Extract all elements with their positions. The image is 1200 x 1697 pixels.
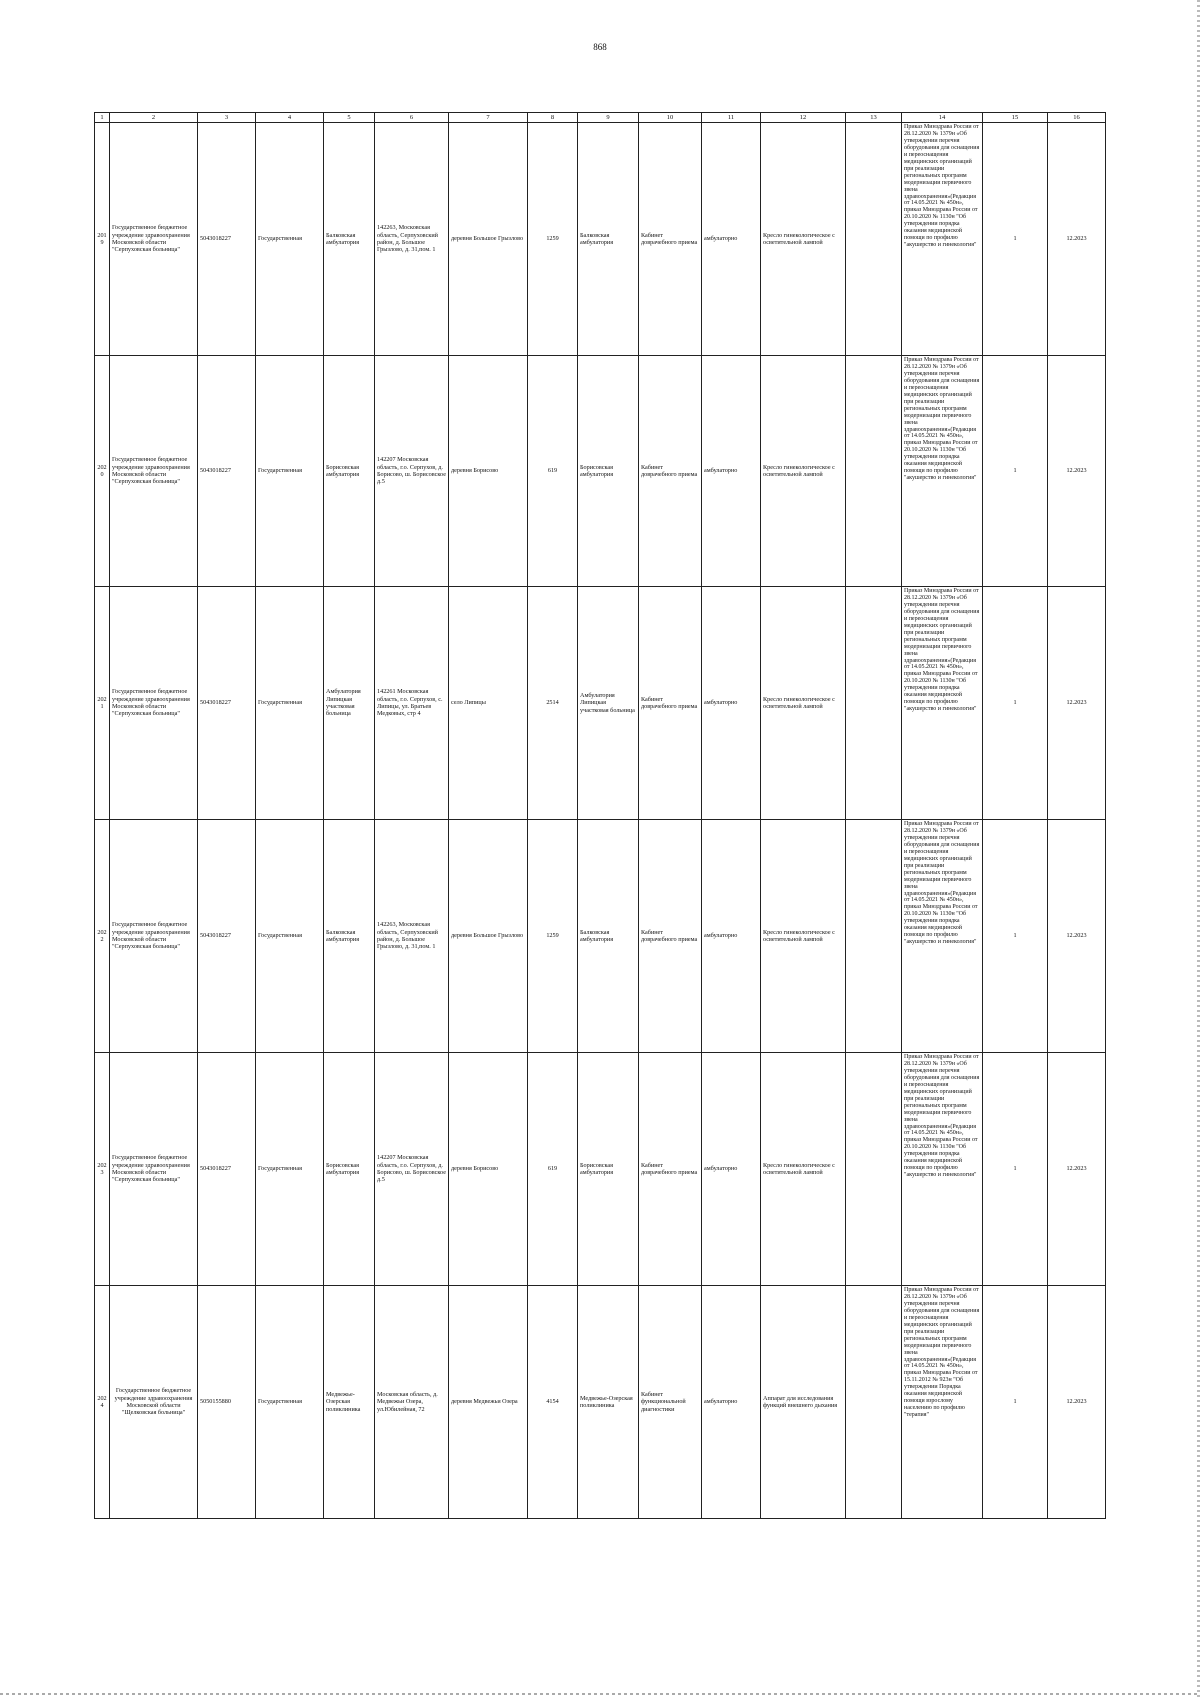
- empty-cell: [846, 123, 902, 356]
- column-header: 16: [1048, 113, 1106, 123]
- unit-name: Амбулатория Липицкая участковая больница: [324, 587, 375, 820]
- population-cell: 1259: [528, 123, 578, 356]
- unit-name: Балковская амбулатория: [324, 820, 375, 1053]
- table-row: [95, 820, 1106, 1053]
- population-cell: 4154: [528, 1286, 578, 1519]
- ownership-cell: Государственная: [256, 1053, 324, 1286]
- room-cell: Кабинет доврачебного приема: [639, 356, 702, 587]
- care-type-cell: амбулаторно: [702, 123, 761, 356]
- locality-cell: деревня Борисово: [449, 1053, 528, 1286]
- column-header: 13: [846, 113, 902, 123]
- scan-edge-bottom: [0, 1693, 1200, 1695]
- column-header: 2: [110, 113, 198, 123]
- locality-cell: деревня Медвежьи Озера: [449, 1286, 528, 1519]
- row-number: 2021: [95, 587, 110, 820]
- legal-basis-text: Приказ Минздрава России от 28.12.2020 № 1379н «Об утверждении перечня оборудования для оснащения и переоснащения медицинских организаций при реализации региональных программ модернизации первичного звена здравоохранения»(Редакция от 14.05.2021 № 450н», приказ Минздрава России от 20.10.2020 № 1130н "Об утверждении порядка оказания медицинской помощи по профилю "акушерство и гинекология": [904, 821, 980, 946]
- facility-cell: Борисовская амбулатория: [578, 1053, 639, 1286]
- column-header: 6: [375, 113, 449, 123]
- table-row: [95, 123, 1106, 356]
- date-cell: 12.2023: [1048, 587, 1106, 820]
- legal-basis-cell: [902, 123, 983, 356]
- address-cell: 142263, Московская область, Серпуховский район, д. Большое Грызлово, д. 31,пом. 1: [375, 820, 449, 1053]
- column-header: 3: [198, 113, 256, 123]
- legal-basis-cell: [902, 587, 983, 820]
- page-number: 868: [593, 42, 607, 52]
- inn-cell: 5043018227: [198, 123, 256, 356]
- column-header: 8: [528, 113, 578, 123]
- column-header: 15: [983, 113, 1048, 123]
- organization-name: Государственное бюджетное учреждение здравоохранения Московской области "Щелковская больница": [110, 1286, 198, 1519]
- quantity-cell: 1: [983, 356, 1048, 587]
- column-header: 4: [256, 113, 324, 123]
- legal-basis-text: Приказ Минздрава России от 28.12.2020 № 1379н «Об утверждении перечня оборудования для оснащения и переоснащения медицинских организаций при реализации региональных программ модернизации первичного звена здравоохранения»(Редакция от 14.05.2021 № 450н», приказ Минздрава России от 20.10.2020 № 1130н "Об утверждении порядка оказания медицинской помощи по профилю "акушерство и гинекология": [904, 357, 980, 482]
- unit-name: Борисовская амбулатория: [324, 1053, 375, 1286]
- row-number: 2020: [95, 356, 110, 587]
- row-number: 2023: [95, 1053, 110, 1286]
- unit-name: Медвежье-Озерская поликлиника: [324, 1286, 375, 1519]
- column-header: 12: [761, 113, 846, 123]
- organization-name: Государственное бюджетное учреждение здравоохранения Московской области "Серпуховская больница": [110, 1053, 198, 1286]
- column-header: 5: [324, 113, 375, 123]
- organization-name: Государственное бюджетное учреждение здравоохранения Московской области "Серпуховская больница": [110, 820, 198, 1053]
- date-cell: 12.2023: [1048, 1053, 1106, 1286]
- row-number: 2022: [95, 820, 110, 1053]
- population-cell: 1259: [528, 820, 578, 1053]
- empty-cell: [846, 1053, 902, 1286]
- population-cell: 2514: [528, 587, 578, 820]
- address-cell: 142261 Московская область, г.о. Серпухов, с. Липицы, ул. Братьев Медковых, стр 4: [375, 587, 449, 820]
- address-cell: 142207 Московская область, г.о. Серпухов, д. Борисово, ш. Борисовское д.5: [375, 1053, 449, 1286]
- quantity-cell: 1: [983, 1286, 1048, 1519]
- address-cell: 142263, Московская область, Серпуховский район, д. Большое Грызлово, д. 31,пом. 1: [375, 123, 449, 356]
- organization-name: Государственное бюджетное учреждение здравоохранения Московской области "Серпуховская больница": [110, 356, 198, 587]
- date-cell: 12.2023: [1048, 123, 1106, 356]
- ownership-cell: Государственная: [256, 820, 324, 1053]
- care-type-cell: амбулаторно: [702, 1053, 761, 1286]
- locality-cell: деревня Борисово: [449, 356, 528, 587]
- equipment-cell: Кресло гинекологическое с осветительной лампой: [761, 587, 846, 820]
- room-cell: Кабинет доврачебного приема: [639, 1053, 702, 1286]
- locality-cell: деревня Большое Грызлово: [449, 820, 528, 1053]
- room-cell: Кабинет доврачебного приема: [639, 123, 702, 356]
- table-row: [95, 356, 1106, 587]
- inn-cell: 5043018227: [198, 356, 256, 587]
- inn-cell: 5050155880: [198, 1286, 256, 1519]
- care-type-cell: амбулаторно: [702, 587, 761, 820]
- row-number: 2024: [95, 1286, 110, 1519]
- facility-cell: Амбулатория Липицкая участковая больница: [578, 587, 639, 820]
- equipment-register-table: [94, 112, 1106, 1519]
- equipment-cell: Кресло гинекологическое с осветительной лампой: [761, 123, 846, 356]
- inn-cell: 5043018227: [198, 1053, 256, 1286]
- column-header: 11: [702, 113, 761, 123]
- quantity-cell: 1: [983, 123, 1048, 356]
- population-cell: 619: [528, 1053, 578, 1286]
- date-cell: 12.2023: [1048, 820, 1106, 1053]
- equipment-cell: Кресло гинекологическое с осветительной лампой: [761, 356, 846, 587]
- quantity-cell: 1: [983, 820, 1048, 1053]
- facility-cell: Балковская амбулатория: [578, 123, 639, 356]
- legal-basis-cell: [902, 820, 983, 1053]
- legal-basis-text: Приказ Минздрава России от 28.12.2020 № 1379н «Об утверждении перечня оборудования для оснащения и переоснащения медицинских организаций при реализации региональных программ модернизации первичного звена здравоохранения»(Редакция от 14.05.2021 № 450н», приказ Минздрава России от 15.11.2012 № 923н "Об утверждении Порядка оказания медицинской помощи взрослому населению по профилю "терапия": [904, 1287, 980, 1419]
- ownership-cell: Государственная: [256, 356, 324, 587]
- population-cell: 619: [528, 356, 578, 587]
- column-header: 10: [639, 113, 702, 123]
- locality-cell: село Липицы: [449, 587, 528, 820]
- table-row: [95, 1286, 1106, 1519]
- room-cell: Кабинет функциональной диагностики: [639, 1286, 702, 1519]
- date-cell: 12.2023: [1048, 356, 1106, 587]
- locality-cell: деревня Большое Грызлово: [449, 123, 528, 356]
- inn-cell: 5043018227: [198, 587, 256, 820]
- care-type-cell: амбулаторно: [702, 1286, 761, 1519]
- column-header: 9: [578, 113, 639, 123]
- table-row: [95, 1053, 1106, 1286]
- unit-name: Борисовская амбулатория: [324, 356, 375, 587]
- equipment-cell: Аппарат для исследования функций внешнего дыхания: [761, 1286, 846, 1519]
- organization-name: Государственное бюджетное учреждение здравоохранения Московской области "Серпуховская больница": [110, 587, 198, 820]
- inn-cell: 5043018227: [198, 820, 256, 1053]
- empty-cell: [846, 356, 902, 587]
- facility-cell: Медвежье-Озерская поликлиника: [578, 1286, 639, 1519]
- quantity-cell: 1: [983, 587, 1048, 820]
- ownership-cell: Государственная: [256, 123, 324, 356]
- organization-name: Государственное бюджетное учреждение здравоохранения Московской области "Серпуховская больница": [110, 123, 198, 356]
- legal-basis-cell: [902, 1053, 983, 1286]
- room-cell: Кабинет доврачебного приема: [639, 820, 702, 1053]
- address-cell: 142207 Московская область, г.о. Серпухов, д. Борисово, ш. Борисовское д.5: [375, 356, 449, 587]
- table-row: [95, 587, 1106, 820]
- equipment-cell: Кресло гинекологическое с осветительной лампой: [761, 1053, 846, 1286]
- ownership-cell: Государственная: [256, 1286, 324, 1519]
- facility-cell: Балковская амбулатория: [578, 820, 639, 1053]
- empty-cell: [846, 587, 902, 820]
- equipment-cell: Кресло гинекологическое с осветительной лампой: [761, 820, 846, 1053]
- column-header: 7: [449, 113, 528, 123]
- legal-basis-text: Приказ Минздрава России от 28.12.2020 № 1379н «Об утверждении перечня оборудования для оснащения и переоснащения медицинских организаций при реализации региональных программ модернизации первичного звена здравоохранения»(Редакция от 14.05.2021 № 450н», приказ Минздрава России от 20.10.2020 № 1130н "Об утверждении порядка оказания медицинской помощи по профилю "акушерство и гинекология": [904, 1054, 980, 1179]
- legal-basis-cell: [902, 1286, 983, 1519]
- care-type-cell: амбулаторно: [702, 356, 761, 587]
- address-cell: Московская область, д. Медвежьи Озера, ул.Юбилейная, 72: [375, 1286, 449, 1519]
- room-cell: Кабинет доврачебного приема: [639, 587, 702, 820]
- empty-cell: [846, 1286, 902, 1519]
- unit-name: Балковская амбулатория: [324, 123, 375, 356]
- care-type-cell: амбулаторно: [702, 820, 761, 1053]
- row-number: 2019: [95, 123, 110, 356]
- empty-cell: [846, 820, 902, 1053]
- legal-basis-text: Приказ Минздрава России от 28.12.2020 № 1379н «Об утверждении перечня оборудования для оснащения и переоснащения медицинских организаций при реализации региональных программ модернизации первичного звена здравоохранения»(Редакция от 14.05.2021 № 450н», приказ Минздрава России от 20.10.2020 № 1130н "Об утверждении порядка оказания медицинской помощи по профилю "акушерство и гинекология": [904, 588, 980, 713]
- column-header: 1: [95, 113, 110, 123]
- date-cell: 12.2023: [1048, 1286, 1106, 1519]
- ownership-cell: Государственная: [256, 587, 324, 820]
- column-header: 14: [902, 113, 983, 123]
- legal-basis-text: Приказ Минздрава России от 28.12.2020 № 1379н «Об утверждении перечня оборудования для оснащения и переоснащения медицинских организаций при реализации региональных программ модернизации первичного звена здравоохранения»(Редакция от 14.05.2021 № 450н», приказ Минздрава России от 20.10.2020 № 1130н "Об утверждении порядка оказания медицинской помощи по профилю "акушерство и гинекология": [904, 124, 980, 249]
- legal-basis-cell: [902, 356, 983, 587]
- quantity-cell: 1: [983, 1053, 1048, 1286]
- column-number-header: [95, 113, 1106, 123]
- facility-cell: Борисовская амбулатория: [578, 356, 639, 587]
